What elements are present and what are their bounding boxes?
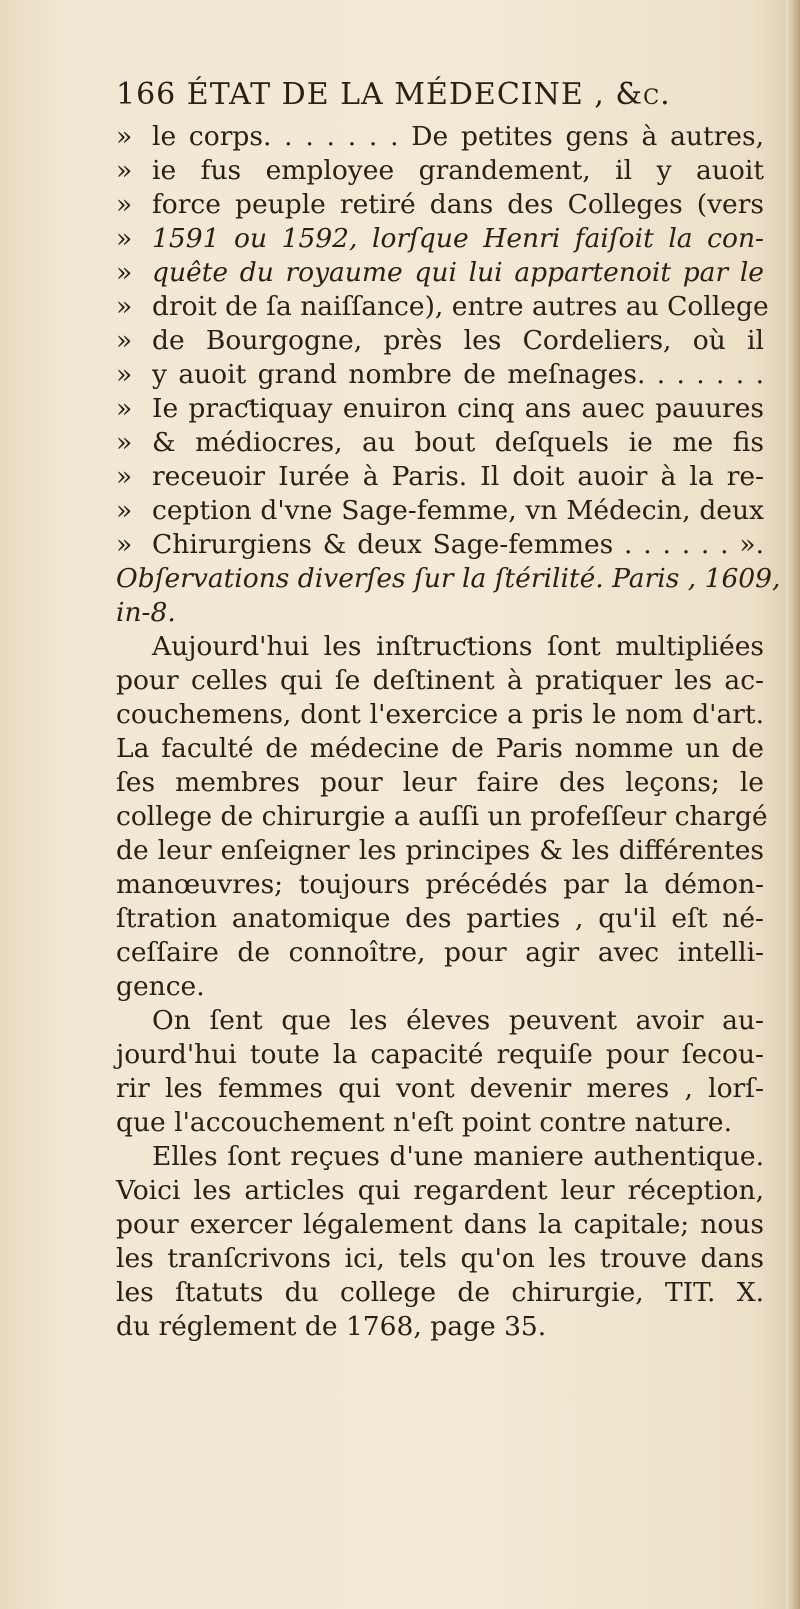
paragraph-line: jourd'hui toute la capacité requiſe pour ſecou-: [116, 1039, 764, 1070]
paragraph-capacity: [116, 1004, 764, 1140]
quoted-line: [116, 358, 764, 392]
quoted-text: 1591 ou 1592, lorſque Henri faiſoit la con-: [152, 223, 764, 254]
paragraph-line: gence.: [116, 971, 205, 1002]
citation-line: in-8.: [116, 597, 176, 628]
quoted-text: & médiocres, au bout deſquels ie me fis: [152, 427, 764, 458]
quote-mark: »: [116, 529, 133, 560]
paragraph-line: Aujourd'hui les inſtruƈtions ſont multipliées: [152, 631, 764, 662]
paragraph-line: de leur enſeigner les principes & les différentes: [116, 835, 764, 866]
quoted-text: de Bourgogne, près les Cordeliers, où il: [152, 325, 764, 356]
citation: [116, 562, 781, 630]
quoted-line: [116, 426, 764, 460]
quoted-line: [116, 120, 764, 154]
paragraph-line: du réglement de 1768, page 35.: [116, 1311, 547, 1342]
paragraph-line: les tranſcrivons ici, tels qu'on les trouve dans: [116, 1243, 764, 1274]
quoted-text: le corps. . . . . . . De petites gens à autres,: [152, 121, 764, 152]
paragraph-line: Elles ſont reçues d'une maniere authentique.: [152, 1141, 764, 1172]
quoted-text: receuoir Iurée à Paris. Il doit auoir à la re-: [152, 461, 764, 492]
quote-mark: »: [116, 189, 133, 220]
paragraph-line: ceſſaire de connoître, pour agir avec intelli-: [116, 937, 764, 968]
quoted-text: y auoit grand nombre de meſnages. . . . . . .: [152, 359, 764, 390]
paragraph-line: La faculté de médecine de Paris nomme un de: [116, 733, 764, 764]
quote-mark: »: [116, 257, 133, 288]
quoted-line: [116, 222, 764, 256]
running-head: 166 ÉTAT DE LA MÉDECINE , &c.: [116, 77, 671, 112]
quoted-line: [116, 324, 764, 358]
paragraph-line: pour exercer légalement dans la capitale; nous: [116, 1209, 764, 1240]
quoted-line: [116, 460, 764, 494]
quoted-text: droit de ſa naiſſance), entre autres au College: [152, 291, 769, 322]
quoted-line: [116, 494, 764, 528]
citation-line: Obſervations diverſes ſur la ſtérilité. Paris , 1609,: [116, 563, 781, 594]
paragraph-line: On ſent que les éleves peuvent avoir au-: [152, 1005, 764, 1036]
quote-mark: »: [116, 427, 133, 458]
quoted-text: force peuple retiré dans des Colleges (vers: [152, 189, 764, 220]
paragraph-line: les ſtatuts du college de chirurgie, TIT. X.: [116, 1277, 764, 1308]
page-edge: [786, 0, 800, 1609]
paragraph-line: manœuvres; toujours précédés par la démon-: [116, 869, 764, 900]
quote-mark: »: [116, 223, 133, 254]
paragraph-line: Voici les articles qui regardent leur réception,: [116, 1175, 764, 1206]
quoted-line: [116, 154, 764, 188]
quote-mark: »: [116, 121, 133, 152]
quote-mark: »: [116, 155, 133, 186]
text-block: [116, 70, 781, 1344]
quoted-text: ception d'vne Sage-femme, vn Médecin, deux: [152, 495, 764, 526]
quotation-block: [116, 120, 769, 562]
quote-mark: »: [116, 359, 133, 390]
paragraph-line: ſtration anatomique des parties , qu'il eſt né-: [116, 903, 764, 934]
quoted-line: [116, 290, 769, 324]
quote-mark: »: [116, 325, 133, 356]
paragraph-line: ſes membres pour leur faire des leçons; le: [116, 767, 764, 798]
paragraph-line: college de chirurgie a auſſi un profeſſeur chargé: [116, 801, 768, 832]
paragraph-line: pour celles qui ſe deſtinent à pratiquer les ac-: [116, 665, 764, 696]
quoted-text: ie fus employee grandement, il y auoit: [152, 155, 764, 186]
quoted-line: [116, 528, 764, 562]
quote-mark: »: [116, 291, 133, 322]
quoted-line: [116, 256, 764, 290]
paragraph-line: rir les femmes qui vont devenir meres , lorſ-: [116, 1073, 764, 1104]
quoted-text: quête du royaume qui lui appartenoit par le: [152, 257, 764, 288]
paragraph-line: couchemens, dont l'exercice a pris le nom d'art.: [116, 699, 764, 730]
quote-mark: »: [116, 393, 133, 424]
paragraph-instructions: [116, 630, 768, 1004]
quote-mark: »: [116, 461, 133, 492]
quote-mark: »: [116, 495, 133, 526]
paragraph-reception: [116, 1140, 764, 1344]
quoted-text: Ie praƈtiquay enuiron cinq ans auec pauures: [152, 393, 764, 424]
quoted-line: [116, 392, 764, 426]
quoted-text: Chirurgiens & deux Sage-femmes . . . . . . ».: [152, 529, 764, 560]
quoted-line: [116, 188, 764, 222]
paragraph-line: que l'accouchement n'eſt point contre nature.: [116, 1107, 733, 1138]
